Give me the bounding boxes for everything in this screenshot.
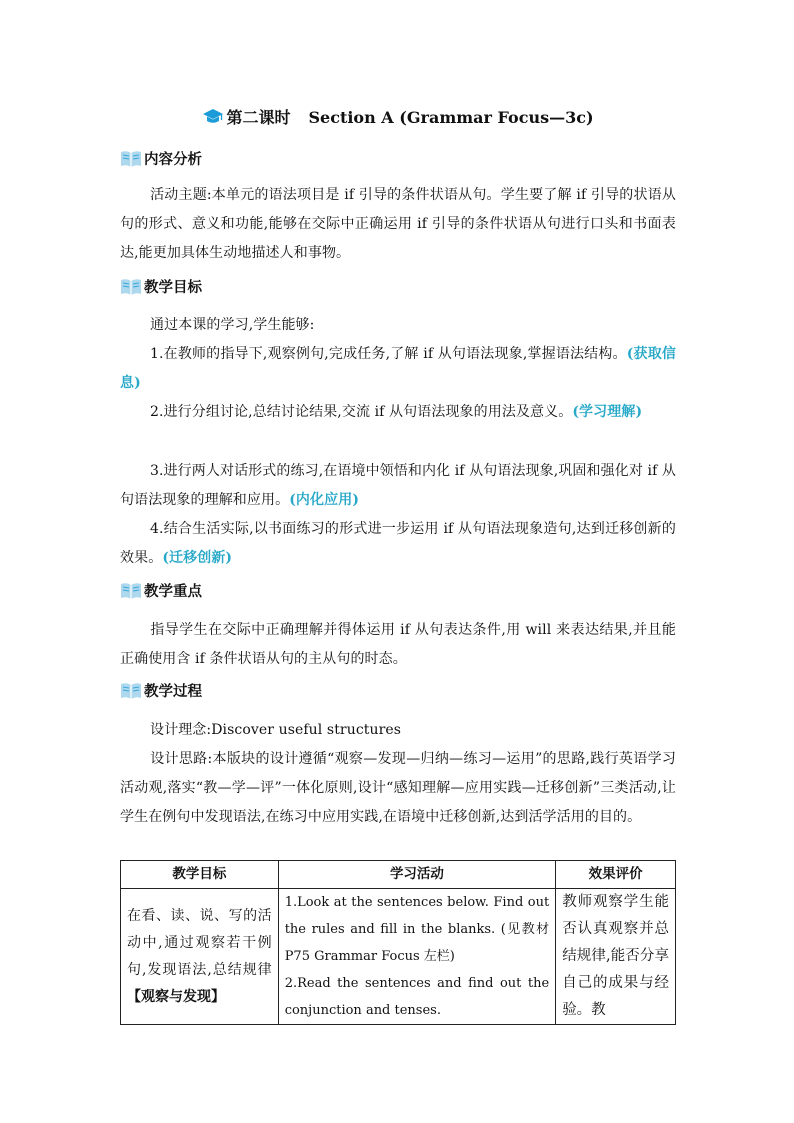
objective-item-4: 4.结合生活实际,以书面练习的形式进一步运用 if 从句语法现象造句,达到迁移创新的效果。(迁移创新)	[120, 521, 676, 566]
content-analysis-paragraph: 活动主题:本单元的语法项目是 if 引导的条件状语从句。学生要了解 if 引导的状语从句的形式、意义和功能,能够在交际中正确运用 if 引导的条件状语从句进行口头和书面表达,能更加具体生动地描述人和事物。	[120, 187, 676, 261]
lesson-number: 第二课时	[226, 108, 291, 127]
activity-table	[120, 860, 676, 1025]
book-icon	[120, 681, 142, 708]
goal-tag: 【观察与发现】	[127, 988, 225, 1005]
design-concept: 设计理念:Discover useful structures	[150, 722, 402, 738]
book-icon	[120, 581, 142, 608]
objective-tag: (学习理解)	[572, 404, 643, 420]
section-heading-objectives: 教学目标	[120, 276, 202, 300]
graduation-cap-icon	[202, 107, 224, 135]
objective-tag: (迁移创新)	[162, 550, 233, 566]
lesson-title	[120, 104, 676, 135]
section-heading-process: 教学过程	[120, 680, 202, 704]
objective-tag: (内化应用)	[289, 492, 360, 508]
book-icon	[120, 149, 142, 176]
objective-item-2: 2.进行分组讨论,总结讨论结果,交流 if 从句语法现象的用法及意义。(学习理解)	[150, 404, 643, 420]
table-cell-evaluation: 教师观察学生能否认真观察并总结规律,能否分享自己的成果与经验。教	[556, 889, 676, 1025]
objective-item-1: 1.在教师的指导下,观察例句,完成任务,了解 if 从句语法现象,掌握语法结构。(获取信息)	[120, 346, 677, 391]
objectives-intro: 通过本课的学习,学生能够:	[150, 317, 315, 333]
key-points-paragraph: 指导学生在交际中正确理解并得体运用 if 从句表达条件,用 will 来表达结果,并且能正确使用含 if 条件状语从句的主从句的时态。	[120, 622, 676, 667]
table-row	[121, 889, 676, 1025]
book-icon	[120, 277, 142, 304]
table-header: 效果评价	[556, 861, 676, 889]
table-header: 教学目标	[121, 861, 279, 889]
design-idea-paragraph: 设计思路:本版块的设计遵循“观察—发现—归纳—练习—运用”的思路,践行英语学习活动观,落实“教—学—评”一体化原则,设计“感知理解—应用实践—迁移创新”三类活动,让学生在例句中发现语法,在练习中应用实践,在语境中迁移创新,达到活学活用的目的。	[120, 751, 676, 825]
section-heading-content-analysis: 内容分析	[120, 148, 202, 172]
table-cell-goal: 在看、读、说、写的活动中,通过观察若干例句,发现语法,总结规律【观察与发现】	[121, 889, 279, 1025]
objective-tag: (获取信息)	[120, 346, 677, 391]
section-label: Section A (Grammar Focus—3c)	[308, 108, 594, 127]
section-heading-key-points: 教学重点	[120, 580, 202, 604]
table-header-row	[121, 861, 676, 889]
table-cell-activity	[278, 889, 556, 1025]
activity-item: 2.Read the sentences and find out the conjunction and tenses.	[284, 976, 550, 1018]
objective-item-3: 3.进行两人对话形式的练习,在语境中领悟和内化 if 从句语法现象,巩固和强化对 if 从句语法现象的理解和应用。(内化应用)	[120, 463, 676, 508]
table-header: 学习活动	[278, 861, 556, 889]
activity-item: 1.Look at the sentences below. Find out the rules and fill in the blanks. (见教材 P75 Grammar Focus 左栏)	[284, 895, 550, 964]
